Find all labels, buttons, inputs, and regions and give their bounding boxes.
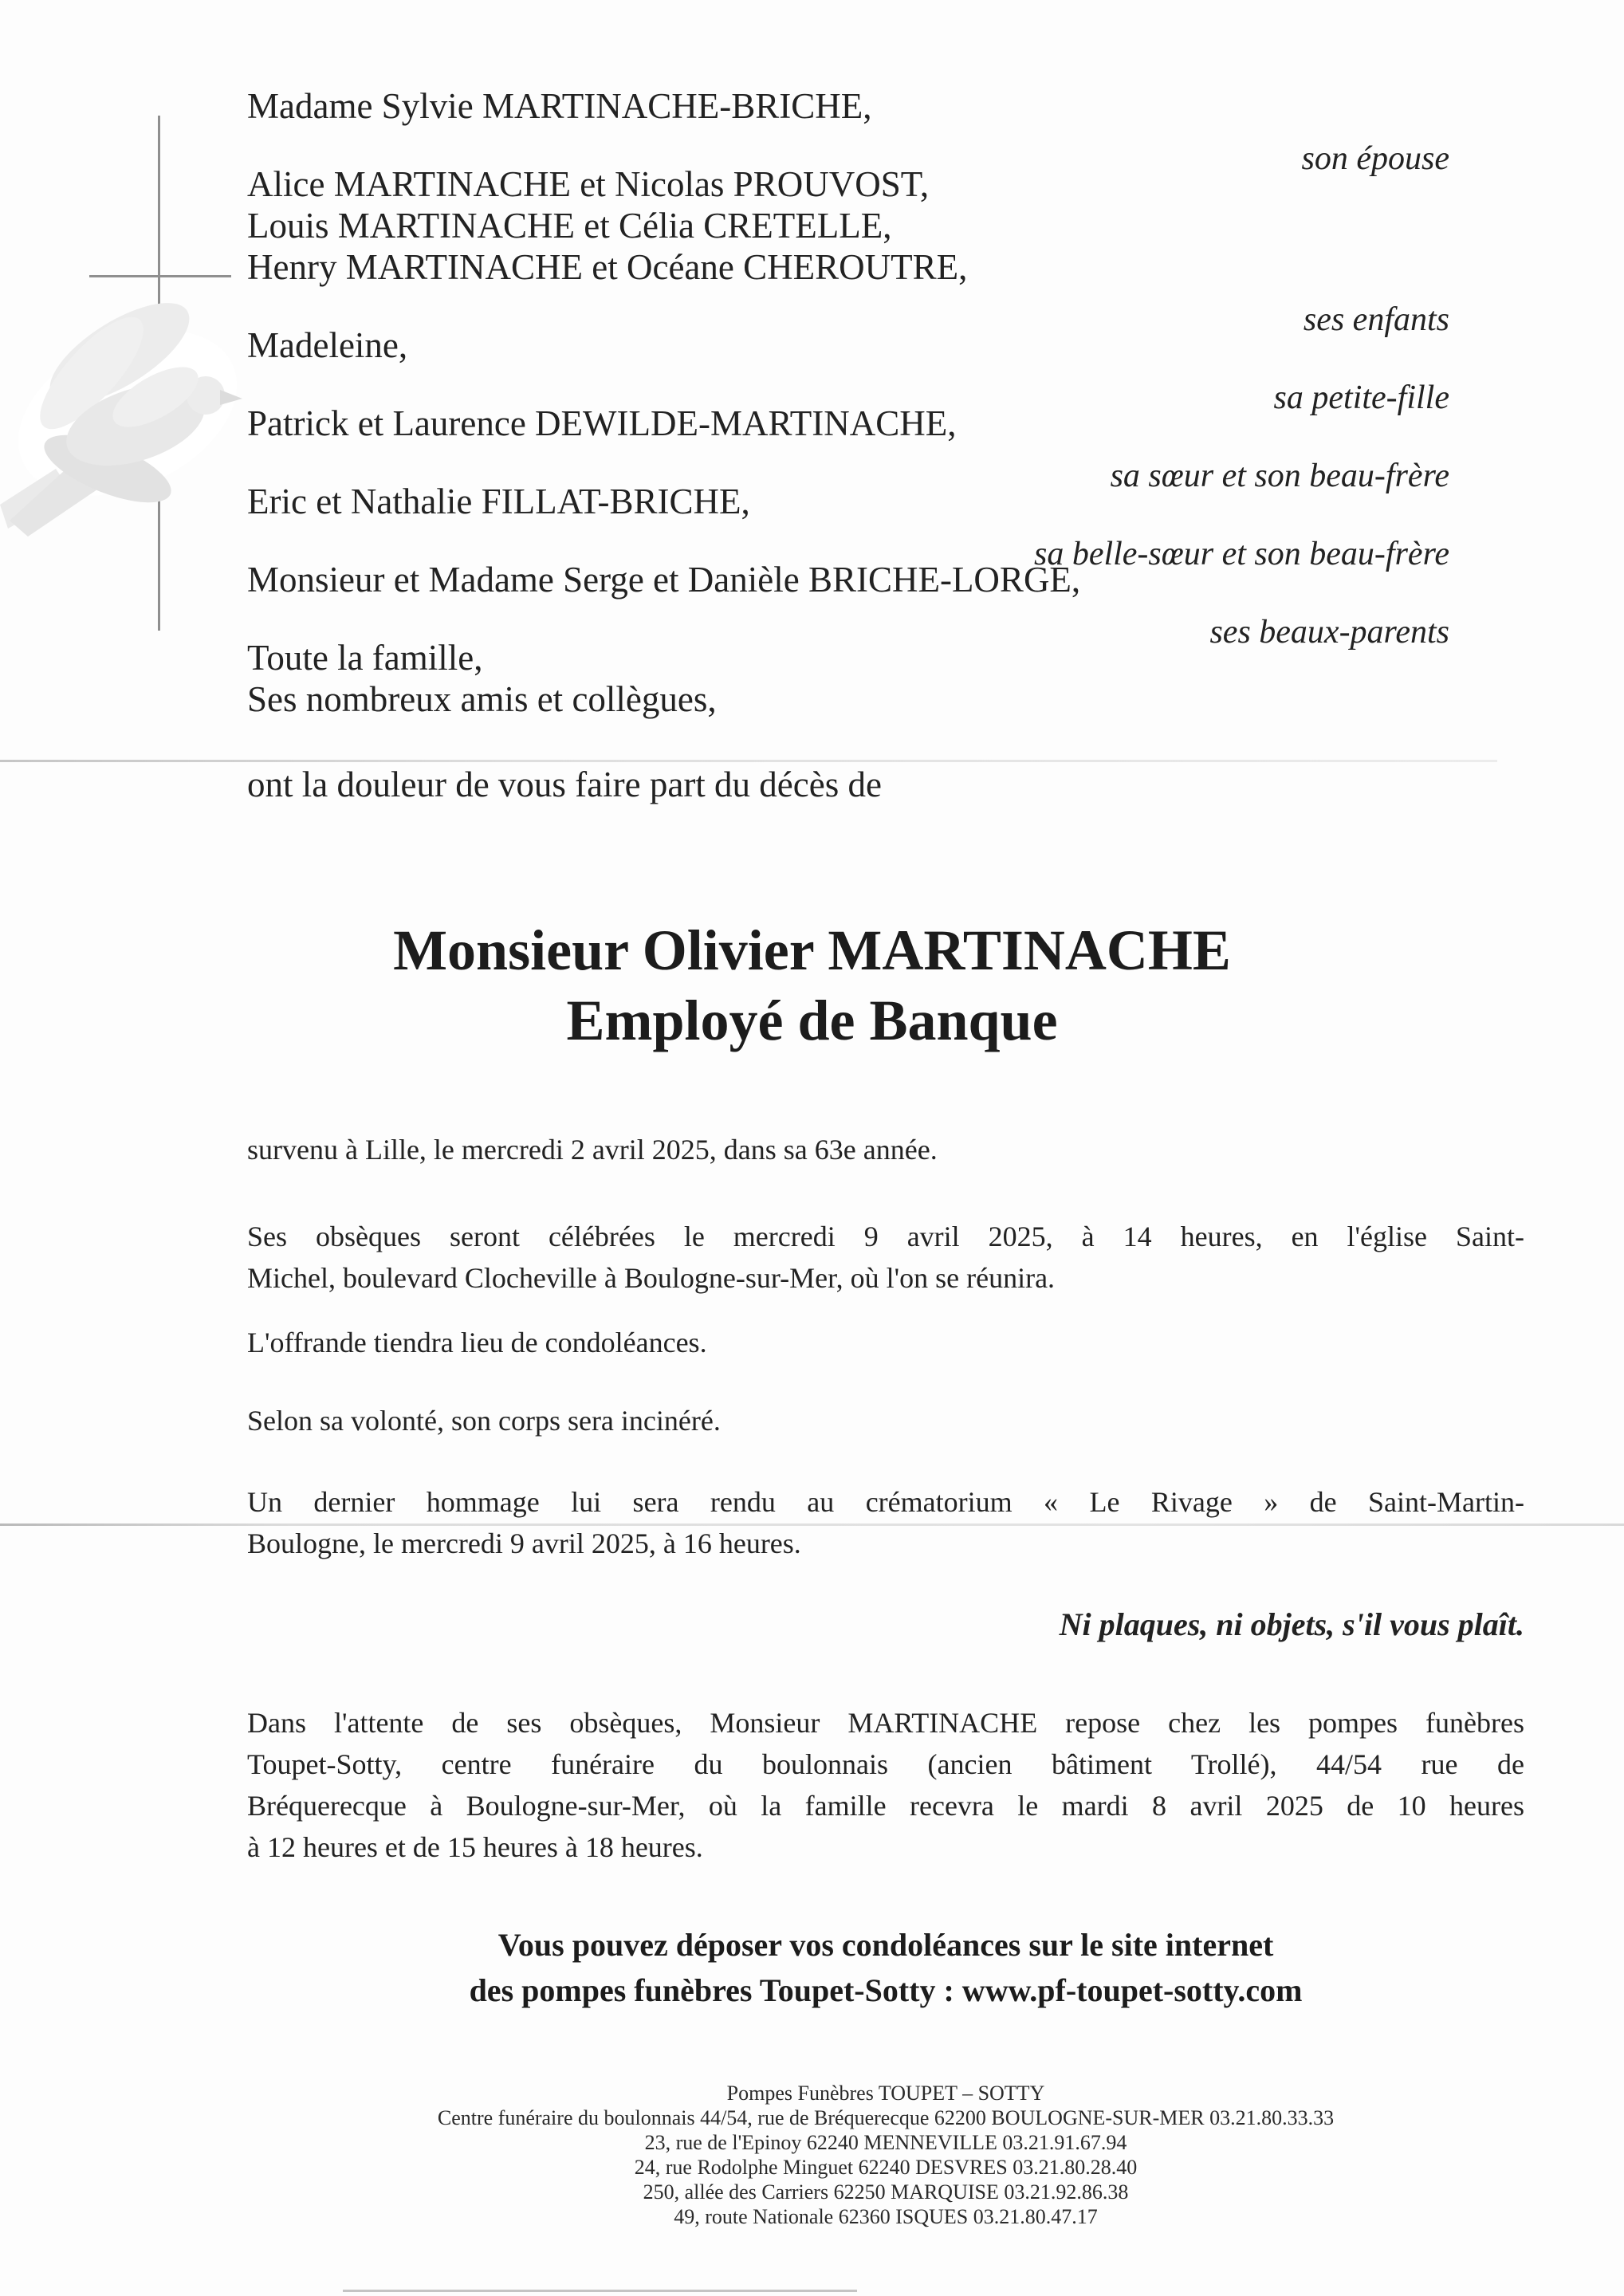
paragraph-line: Dans l'attente de ses obsèques, Monsieur MARTINACHE repose chez les pompes funèbres [247, 1707, 1524, 1739]
family-member-line: Monsieur et Madame Serge et Danièle BRICHE-LORGE, [247, 560, 1081, 600]
paragraph-repose [247, 1702, 1524, 1868]
relation-label: ses enfants [1303, 301, 1449, 338]
paragraph-line: à 12 heures et de 15 heures à 18 heures. [247, 1831, 703, 1863]
family-group [247, 163, 1449, 340]
family-member-line: Ses nombreux amis et collègues, [247, 679, 717, 719]
footer-company-name: Pompes Funèbres TOUPET – SOTTY [726, 2082, 1045, 2105]
paragraph-line: Bréquerecque à Boulogne-sur-Mer, où la famille recevra le mardi 8 avril 2025 de 10 heures [247, 1790, 1524, 1822]
paragraph-offering: L'offrande tiendra lieu de condoléances. [247, 1327, 707, 1358]
announcement-intro: ont la douleur de vous faire part du décès de [247, 765, 882, 804]
relation-label: sa sœur et son beau-frère [1110, 458, 1449, 494]
footer-address-line: 49, route Nationale 62360 ISQUES 03.21.80.47.17 [674, 2205, 1098, 2228]
paragraph-line: Ses obsèques seront célébrées le mercredi 9 avril 2025, à 14 heures, en l'église Saint- [247, 1221, 1524, 1252]
relation-label: ses beaux-parents [1209, 614, 1449, 651]
family-member-line: Henry MARTINACHE et Océane CHEROUTRE, [247, 247, 968, 287]
condolences-website-line: des pompes funèbres Toupet-Sotty : www.pf-toupet-sotty.com [469, 1972, 1303, 2008]
deceased-profession: Employé de Banque [566, 989, 1058, 1052]
family-list [247, 85, 1449, 720]
family-member-line: Madeleine, [247, 325, 408, 365]
family-member-line: Eric et Nathalie FILLAT-BRICHE, [247, 482, 750, 521]
family-member-line: Patrick et Laurence DEWILDE-MARTINACHE, [247, 403, 957, 443]
family-member-line: Madame Sylvie MARTINACHE-BRICHE, [247, 86, 872, 126]
funeral-home-footer [247, 2081, 1524, 2229]
paragraph-death: survenu à Lille, le mercredi 2 avril 2025, dans sa 63e année. [247, 1134, 938, 1166]
paragraph-line: Boulogne, le mercredi 9 avril 2025, à 16 heures. [247, 1527, 801, 1559]
scan-artifact-line [0, 1523, 1624, 1526]
scan-artifact-line [0, 760, 1497, 762]
scan-artifact-line [343, 2290, 857, 2292]
condolences-line: Vous pouvez déposer vos condoléances sur le site internet [497, 1927, 1274, 1963]
footer-address-line: 24, rue Rodolphe Minguet 62240 DESVRES 03.21.80.28.40 [634, 2156, 1138, 2179]
footer-address-line: 250, allée des Carriers 62250 MARQUISE 03.21.92.86.38 [643, 2180, 1129, 2204]
paragraph-tribute [247, 1481, 1524, 1564]
no-plaques-note: Ni plaques, ni objets, s'il vous plaît. [1059, 1606, 1524, 1642]
paragraph-line: Un dernier hommage lui sera rendu au crématorium « Le Rivage » de Saint-Martin- [247, 1486, 1524, 1518]
relation-label: son épouse [1301, 140, 1449, 177]
dove-icon [0, 277, 255, 541]
paragraph-line: Toupet-Sotty, centre funéraire du boulonnais (ancien bâtiment Trollé), 44/54 rue de [247, 1748, 1524, 1780]
footer-address-line: 23, rue de l'Epinoy 62240 MENNEVILLE 03.21.91.67.94 [644, 2131, 1127, 2154]
family-member-line: Louis MARTINACHE et Célia CRETELLE, [247, 206, 892, 246]
relation-label: sa belle-sœur et son beau-frère [1033, 536, 1449, 572]
paragraph-cremation-wish: Selon sa volonté, son corps sera incinéré. [247, 1405, 721, 1437]
family-member-line: Toute la famille, [247, 638, 483, 678]
paragraph-ceremony [247, 1216, 1524, 1299]
paragraph-line: Michel, boulevard Clocheville à Boulogne-sur-Mer, où l'on se réunira. [247, 1262, 1056, 1294]
deceased-title [0, 915, 1624, 1056]
footer-address-line: Centre funéraire du boulonnais 44/54, rue de Bréquerecque 62200 BOULOGNE-SUR-MER 03.21.80.33.33 [437, 2106, 1335, 2129]
condolences-website-block [247, 1922, 1524, 2013]
family-member-line: Alice MARTINACHE et Nicolas PROUVOST, [247, 164, 930, 204]
deceased-name: Monsieur Olivier MARTINACHE [393, 918, 1231, 982]
relation-label: sa petite-fille [1273, 379, 1449, 416]
